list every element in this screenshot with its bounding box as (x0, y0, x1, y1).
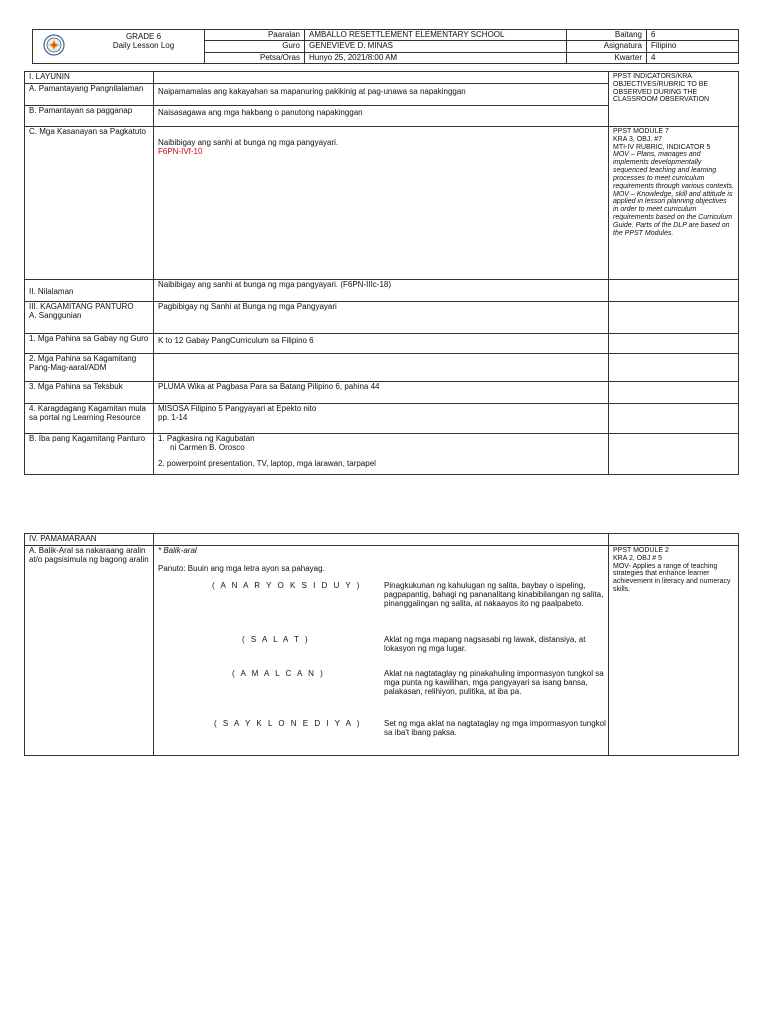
materials-list: 2. powerpoint presentation, TV, laptop, mga larawan, tarpapel (158, 458, 376, 468)
learner-material-blank (609, 353, 739, 381)
kra2-label: KRA 2, OBJ # 5 (613, 554, 663, 562)
header-table (32, 29, 739, 64)
competency-code: F6PN-IVf-10 (158, 146, 203, 156)
scrambled-word-2: ( S A L A T ) (242, 634, 310, 644)
review-label: A. Balik-Aral sa nakaraang aralin at/o pagsisimula ng bagong aralin (25, 545, 154, 755)
definition-1: Pinagkukunan ng kahulugan ng salita, baybay o ispeling, pagpapantig, bahagi ng pananalitang kinabibilangan ng salita, pinanggalingan ng salita, at nakaayos ito ng paalpabeto. (384, 580, 604, 608)
kra-label: KRA 3, OBJ. #7 (613, 135, 663, 143)
teacher-label: Guro (205, 41, 305, 52)
log-title: Daily Lesson Log (112, 41, 175, 50)
quarter-label: Kwarter (567, 52, 647, 63)
other-materials-blank (609, 433, 739, 474)
scrambled-word-4: ( S A Y K L O N E D I Y A ) (214, 718, 362, 728)
learner-material-value (154, 353, 609, 381)
lr-portal-blank (609, 403, 739, 433)
grade-label: GRADE 6 (125, 32, 162, 41)
scrambled-word-3: ( A M A L C A N ) (232, 668, 325, 678)
definition-3: Aklat na nagtataglay ng pinakahuling impormasyon tungkol sa mga punta ng kawilihan, mga pangyayari sa isang bansa, palakasan, relihiyon, pulitika, at iba pa. (384, 668, 604, 696)
kagamitan-blank (609, 301, 739, 333)
date-label: Petsa/Oras (205, 52, 305, 63)
learner-material-label: 2. Mga Pahina sa Kagamitang Pang-Mag-aaral/ADM (25, 353, 154, 381)
ppst-module2-cell (609, 545, 739, 755)
pamamaraan-heading: IV. PAMAMARAAN (25, 534, 154, 546)
mov-strategies-text: MOV- Applies a range of teaching strategies that enhance learner achievement in literacy and numeracy skills. (613, 562, 731, 594)
other-materials-label: B. Iba pang Kagamitang Panturo (25, 433, 154, 474)
sanggunian-label: A. Sanggunian (29, 310, 82, 320)
kagamitan-value: Pagbibigay ng Sanhi at Bunga ng mga Pangyayari (154, 301, 609, 333)
ppst-module7-cell (609, 126, 739, 279)
procedure-table (24, 533, 739, 756)
grade-level-value: 6 (647, 30, 739, 41)
mov-plans-text: MOV – Plans, manages and implements developmentally sequenced teaching and learning processes to meet curriculum requirements through various contexts. (613, 151, 735, 190)
school-label: Paaralan (205, 30, 305, 41)
lr-portal-pages: pp. 1-14 (158, 412, 188, 422)
lr-portal-label: 4. Karagdagang Kagamitan mula sa portal ng Learning Resource (25, 403, 154, 433)
review-heading: * Balik-aral (158, 545, 197, 555)
competency-label: C. Mga Kasanayan sa Pagkatuto (25, 126, 154, 279)
subject-label: Asignatura (567, 41, 647, 52)
content-standard-value: Naipamamalas ang kakayahan sa mapanuring pakikinig at pag-unawa sa napakinggan (154, 83, 609, 105)
school-value: AMBALLO RESETTLEMENT ELEMENTARY SCHOOL (305, 30, 567, 41)
ppst-indicators-heading: PPST INDICATORS/KRA OBJECTIVES/RUBRIC TO BE OBSERVED DURING THE CLASSROOM OBSERVATION (609, 72, 739, 127)
date-value: Hunyo 25, 2021/8:00 AM (305, 52, 567, 63)
subject-value: Filipino (647, 41, 739, 52)
teacher-guide-value: K to 12 Gabay PangCurriculum sa Filipino 6 (154, 333, 609, 353)
reading-author: ni Carmen B. Orosco (170, 442, 245, 452)
pamamaraan-blank-2 (609, 534, 739, 546)
grade-level-label: Baitang (567, 30, 647, 41)
review-instructions: Panuto: Buuin ang mga letra ayon sa pahayag. (158, 563, 325, 573)
deped-seal-icon (43, 34, 65, 56)
rubric-label: MTI-IV RUBRIC, INDICATOR 5 (613, 143, 711, 151)
other-materials-cell (154, 433, 609, 474)
header-brand (33, 30, 205, 64)
review-items (158, 580, 604, 740)
layunin-blank (154, 72, 609, 84)
objectives-table (24, 71, 739, 475)
reading-title: 1. Pagkasira ng Kagubatan (158, 433, 255, 443)
textbook-blank (609, 381, 739, 403)
lr-portal-cell (154, 403, 609, 433)
performance-standard-value: Naisasagawa ang mga hakbang o panutong napakinggan (154, 105, 609, 126)
teacher-value: GENEVIEVE D. MINAS (305, 41, 567, 52)
quarter-value: 4 (647, 52, 739, 63)
kagamitan-label: III. KAGAMITANG PANTURO (29, 301, 134, 311)
nilalaman-value: Naibibigay ang sanhi at bunga ng mga pangyayari. (F6PN-IIIc-18) (154, 279, 609, 301)
layunin-heading: I. LAYUNIN (25, 72, 154, 84)
content-standard-label: A. Pamantayang Pangnilalaman (25, 83, 154, 105)
mov-knowledge-text: MOV – Knowledge, skill and attitude is applied in lesson planning objectives in order to meet curriculum requirements based on the Curriculum Guide. Parts of the DLP are based on the PPST Modules. (613, 190, 733, 237)
kagamitan-cell (25, 301, 154, 333)
performance-standard-label: B. Pamantayan sa pagganap (25, 105, 154, 126)
teacher-guide-label: 1. Mga Pahina sa Gabay ng Guro (25, 333, 154, 353)
nilalaman-blank (609, 279, 739, 301)
textbook-value: PLUMA Wika at Pagbasa Para sa Batang Pilipino 6, pahina 44 (154, 381, 609, 403)
ppst-module2-title: PPST MODULE 2 (613, 546, 669, 554)
review-cell (154, 545, 609, 755)
scrambled-word-1: ( A N A R Y O K S I D U Y ) (212, 580, 362, 590)
definition-4: Set ng mga aklat na nagtataglay ng mga impormasyon tungkol sa iba't ibang paksa. (384, 718, 606, 737)
teacher-guide-blank (609, 333, 739, 353)
nilalaman-label: II. Nilalaman (25, 279, 154, 301)
pamamaraan-blank (154, 534, 609, 546)
competency-cell (154, 126, 609, 279)
ppst-module-title: PPST MODULE 7 (613, 127, 669, 135)
textbook-label: 3. Mga Pahina sa Teksbuk (25, 381, 154, 403)
definition-2: Aklat ng mga mapang nagsasabi ng lawak, distansiya, at lokasyon ng mga lugar. (384, 634, 586, 653)
lr-portal-value: MISOSA Filipino 5 Pangyayari at Epekto nito (158, 403, 317, 413)
competency-value: Naibibigay ang sanhi at bunga ng mga pangyayari. (158, 137, 339, 147)
